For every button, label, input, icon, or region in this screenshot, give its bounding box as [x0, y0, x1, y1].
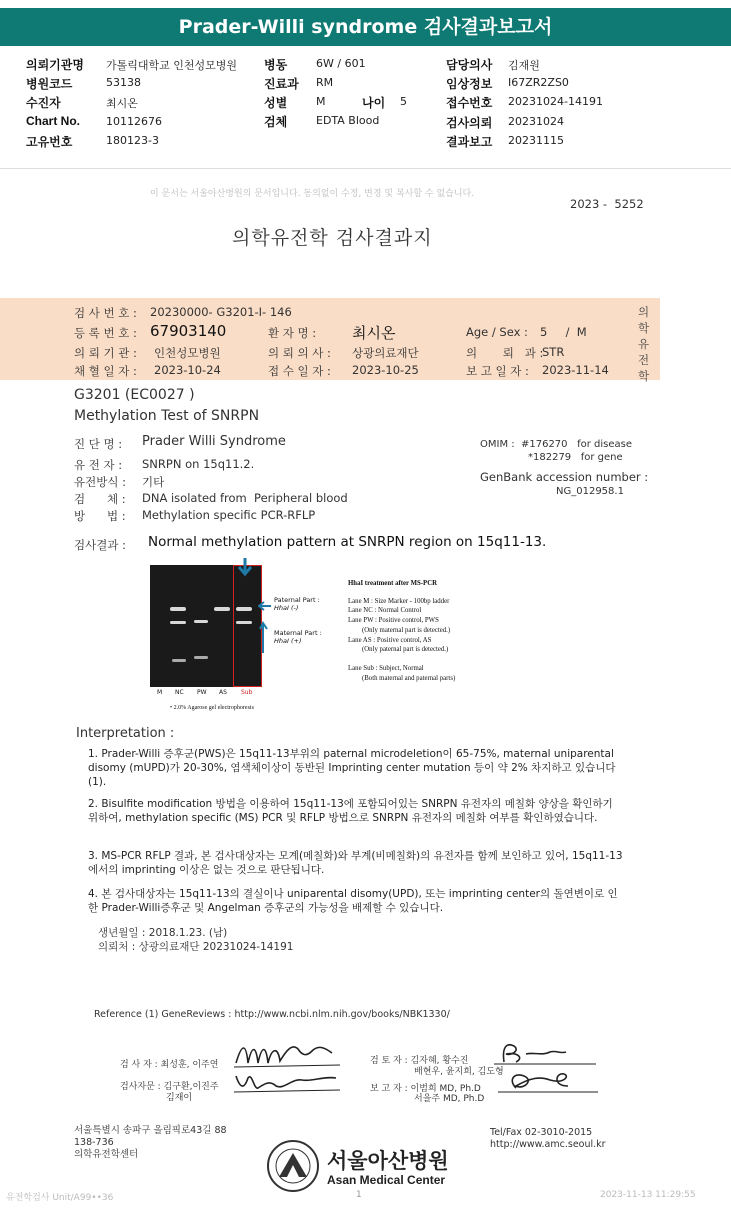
reviewer-signature [490, 1038, 600, 1068]
header-label: 결과보고 [446, 135, 493, 149]
dept: STR [542, 345, 565, 359]
header-value: 20231024-14191 [508, 95, 603, 108]
receive-label: 접 수 일 자 : [268, 364, 331, 378]
header-label: Chart No. [26, 114, 80, 128]
inst: 인천성모병원 [154, 346, 221, 360]
genbank-number: NG_012958.1 [556, 486, 624, 497]
header-value: 가톨릭대학교 인천성모병원 [106, 59, 238, 72]
legend-line: (Only maternal part is detected.) [362, 626, 451, 634]
report-title: Prader-Willi syndrome 검사결과보고서 [0, 8, 731, 46]
reg-no: 67903140 [150, 322, 227, 340]
header-label: 검사의뢰 [446, 116, 493, 130]
doctor-label: 의 뢰 의 사 : [268, 346, 331, 360]
header-value: 10112676 [106, 115, 162, 128]
watermark-notice: 이 문서는 서울아산병원의 문서입니다. 동의없이 수정, 변경 및 복사할 수 없습니다. [150, 189, 475, 199]
tester: 검 사 자 : 최성훈, 이주연 [120, 1060, 219, 1070]
header-label: 진료과 [264, 77, 299, 91]
reference: Reference (1) GeneReviews : http://www.ncbi.nlm.nih.gov/books/NBK1330/ [94, 1009, 450, 1020]
legend-line: Lane AS : Positive control, AS [348, 636, 432, 644]
header-value: 180123-3 [106, 134, 159, 147]
paternal-sub: HhaI (-) [274, 604, 299, 612]
header-value: 최시온 [106, 97, 138, 110]
tel-fax: Tel/Fax 02-3010-2015 [490, 1127, 593, 1138]
header-label: 고유번호 [26, 135, 73, 149]
reporter-2: 서을주 MD, Ph.D [414, 1094, 485, 1104]
advisor-2: 김재이 [166, 1093, 193, 1103]
lane-label: PW [197, 689, 207, 696]
legend-line: Lane Sub : Subject, Normal [348, 664, 424, 672]
address-line: 의학유전학센터 [74, 1149, 139, 1160]
footer-timestamp: 2023-11-13 11:29:55 [600, 1190, 696, 1200]
maternal-arrow-icon [258, 621, 272, 655]
header-value: RM [316, 76, 334, 89]
address-line: 138-736 [74, 1137, 114, 1148]
header-value: I67ZR2ZS0 [508, 76, 569, 89]
patient-name: 최시온 [352, 324, 396, 342]
advisor: 검사자문 : 김구환,이진주 [120, 1082, 219, 1092]
report-date: 2023-11-14 [542, 363, 609, 377]
interpretation-item: 3. MS-PCR RFLP 결과, 본 검사대상자는 모계(메칠화)와 부계(비메칠화)의 유전자를 함께 보인하고 있어, 15q11-13에서의 imprinting 이상은 없는 것으로 판단됩니다. [88, 850, 623, 876]
header-label: 의뢰기관명 [26, 58, 84, 72]
interpretation-item: 2. Bisulfite modification 방법을 이용하여 15q11-13에 포함되어있는 SNRPN 유전자의 메칠화 양상을 확인하기 위하여, methylation specific (MS) PCR 및 RFLP 방법으로 SNRPN 유전자의 메칠화 여부를 확인하였습니다. [88, 798, 613, 824]
maternal-part-label [274, 629, 322, 645]
header-label: 나이 [362, 96, 386, 110]
birth-date: 생년월일 : 2018.1.23. (남) [98, 927, 228, 939]
document-heading: 의학유전학 검사결과지 [232, 227, 433, 249]
omim-disease: OMIM : #176270 for disease [480, 439, 632, 450]
result-text: Normal methylation pattern at SNRPN region on 15q11-13. [148, 534, 547, 550]
header-value: 20231115 [508, 134, 564, 147]
specimen-label: 검 체 : [74, 492, 126, 506]
reviewer-2: 배현우, 윤지희, 김도형 [414, 1067, 504, 1077]
exam-no-label: 검 사 번 호 : [74, 306, 137, 320]
dept-label: 의 뢰 과 : [466, 346, 544, 360]
interpretation-label: Interpretation : [76, 726, 175, 741]
header-value: EDTA Blood [316, 114, 380, 127]
logo-english: Asan Medical Center [327, 1173, 446, 1187]
patient-label: 환 자 명 : [268, 326, 317, 340]
document-number: 2023 - 5252 [570, 197, 644, 211]
website: http://www.amc.seoul.kr [490, 1139, 606, 1150]
header-label: 검체 [264, 115, 288, 129]
header-value: 20231024 [508, 115, 564, 128]
interpretation-item: 4. 본 검사대상자는 15q11-13의 결실이나 uniparental disomy(UPD), 또는 imprinting center의 돌연변이로 인한 Prader-Willi증후군 및 Angelman 증후군의 가능성을 배제할 수 있습니다. [88, 888, 618, 914]
header-value: 5 [400, 95, 407, 108]
sample-arrow-icon [236, 556, 254, 580]
requester: 의뢰처 : 상광의료재단 20231024-14191 [98, 941, 294, 953]
interpretation-item: 1. Prader-Willi 증후군(PWS)은 15q11-13부위의 paternal microdeletion이 65-75%, maternal uniparental disomy (mUPD)가 20-30%, 염색체이상이 동반된 Imprinting center mutation 등이 약 2% 차지하고 있습니다 (1). [88, 748, 616, 788]
tester-signature [232, 1037, 342, 1071]
test-name: Methylation Test of SNRPN [74, 408, 260, 424]
inheritance: 기타 [142, 475, 165, 489]
agesex-label: Age / Sex : [466, 325, 528, 339]
omim-gene: *182279 for gene [528, 452, 623, 463]
footer-unit: 유전학검사 Unit/A99••36 [6, 1193, 114, 1203]
reporter: 보 고 자 : 이범희 MD, Ph.D [370, 1084, 481, 1094]
method: Methylation specific PCR-RFLP [142, 508, 316, 522]
logo-korean: 서울아산병원 [327, 1149, 449, 1173]
gel-legend [348, 579, 455, 683]
gene: SNRPN on 15q11.2. [142, 457, 255, 471]
paternal-title: Paternal Part : [274, 596, 320, 604]
specimen: DNA isolated from Peripheral blood [142, 491, 348, 505]
contact-block [490, 1127, 606, 1151]
reg-no-label: 등 록 번 호 : [74, 326, 137, 340]
test-code: G3201 (EC0027 ) [74, 387, 195, 403]
lane-label: AS [219, 689, 227, 696]
header-value: 김재원 [508, 59, 540, 72]
header-label: 담당의사 [446, 58, 493, 72]
header-label: 병원코드 [26, 77, 73, 91]
header-value: 6W / 601 [316, 57, 366, 70]
method-label: 방 법 : [74, 509, 126, 523]
receive-date: 2023-10-25 [352, 363, 419, 377]
header-label: 성별 [264, 96, 288, 110]
diag-label: 진 단 명 : [74, 437, 123, 451]
agesex: 5 / M [540, 325, 587, 339]
legend-line: (Both maternal and paternal parts) [362, 674, 456, 682]
gel-caption: • 2.0% Agarose gel electrophoresis [170, 705, 254, 711]
maternal-sub: HhaI (+) [274, 637, 302, 645]
legend-line: Lane PW : Positive control, PWS [348, 617, 439, 625]
collect-date: 2023-10-24 [154, 363, 221, 377]
gene-label: 유 전 자 : [74, 458, 123, 472]
diagnosis: Prader Willi Syndrome [142, 434, 286, 449]
legend-line: (Only paternal part is detected.) [362, 646, 449, 654]
lane-label: M [157, 689, 163, 696]
paternal-part-label [274, 596, 320, 612]
collect-label: 채 혈 일 자 : [74, 364, 137, 378]
footer-page: 1 [356, 1190, 362, 1200]
lane-label: Sub [241, 689, 253, 696]
paternal-arrow-icon [258, 600, 272, 612]
reviewer: 검 토 자 : 김자혜, 황수진 [370, 1056, 469, 1066]
inst-label: 의 뢰 기 관 : [74, 346, 137, 360]
header-label: 임상정보 [446, 77, 493, 91]
legend-line: Lane NC : Normal Control [348, 607, 422, 615]
header-value: 53138 [106, 76, 141, 89]
asan-foundation-seal-icon [266, 1139, 320, 1193]
result-label: 검사결과 : [74, 538, 126, 552]
genbank-label: GenBank accession number : [480, 470, 649, 484]
address-block [74, 1125, 227, 1161]
header-label: 수진자 [26, 96, 61, 110]
exam-no: 20230000- G3201-I- 146 [150, 305, 292, 319]
lane-label: NC [175, 689, 184, 696]
header-label: 병동 [264, 58, 288, 72]
advisor-signature [232, 1068, 344, 1096]
legend-title: HhaI treatment after MS-PCR [348, 580, 438, 587]
side-label: 의학유전학 [638, 305, 650, 383]
address-line: 서울특별시 송파구 올림픽로43길 88 [74, 1125, 227, 1136]
inherit-label: 유전방식 : [74, 475, 126, 489]
legend-line: Lane M : Size Marker - 100bp ladder [348, 597, 450, 605]
reporter-signature [494, 1066, 604, 1096]
doctor: 상광의료재단 [352, 346, 419, 360]
maternal-title: Maternal Part : [274, 629, 322, 637]
report-label: 보 고 일 자 : [466, 364, 529, 378]
header-label: 접수번호 [446, 96, 493, 110]
header-value: M [316, 95, 326, 108]
